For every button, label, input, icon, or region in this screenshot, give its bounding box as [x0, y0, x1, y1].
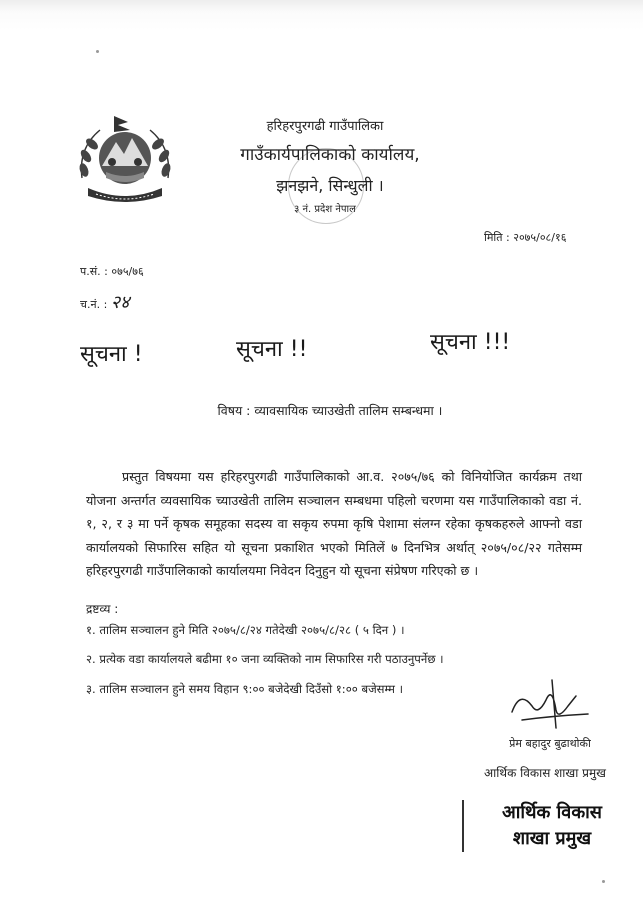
dispatch-number-value: २४ [110, 292, 130, 313]
dispatch-number-label: च.नं. : [80, 298, 108, 311]
nepal-emblem-logo [70, 108, 180, 208]
signatory-title: आर्थिक विकास शाखा प्रमुख [484, 766, 606, 780]
office-name: गाउँकार्यपालिकाको कार्यालय, [240, 145, 420, 165]
handwritten-signature [502, 676, 592, 732]
municipality-name: हरिहरपुरगढी गाउँपालिका [266, 119, 384, 134]
notice-heading-3: सूचना !!! [430, 330, 511, 355]
notice-heading-1: सूचना ! [80, 342, 143, 367]
letter-subject: विषय : व्यावसायिक च्याउखेती तालिम सम्बन्धमा । [217, 403, 443, 418]
designation-seal [462, 800, 632, 852]
dispatch-number [80, 290, 130, 314]
notes-heading: द्रष्टव्य : [86, 602, 119, 616]
scan-speck [96, 50, 99, 53]
note-item: २. प्रत्येक वडा कार्यालयले बढीमा १० जना व्यक्तिको नाम सिफारिस गरी पठाउनुपर्नेछ । [86, 652, 444, 666]
note-item: १. तालिम सञ्चालन हुने मिति २०७५/८/२४ गतेदेखी २०७५/८/२८ ( ५ दिन ) । [86, 623, 405, 637]
seal-line-2: शाखा प्रमुख [512, 828, 592, 849]
scan-speck [602, 880, 605, 883]
notice-heading-2: सूचना !! [236, 337, 308, 362]
seal-line-1: आर्थिक विकास [502, 802, 602, 823]
office-address: झनझने, सिन्धुली । [276, 176, 384, 195]
signatory-name: प्रेम बहादुर बुढाथोकी [509, 737, 591, 750]
letter-number: प.सं. : ०७५/७६ [80, 265, 144, 278]
note-item: ३. तालिम सञ्चालन हुने समय विहान ९:०० बजेदेखी दिउँसो १:०० बजेसम्म । [86, 682, 403, 696]
letter-date: मिति : २०७५/०८/१६ [484, 231, 567, 244]
letter-body: प्रस्तुत विषयमा यस हरिहरपुरगढी गाउँपालिकाको आ.व. २०७५/७६ को विनियोजित कार्यक्रम तथा योजना अन्तर्गत व्यवसायिक च्याउखेती तालिम सञ्चालन सम्बधमा पहिलो चरणमा यस गाउँपालिकाको वडा नं. १, २, र ३ मा पर्ने कृषक समूहका सदस्य वा सकृय रुपमा कृषि पेशामा संलग्न रहेका कृषकहरुले आफ्नो वडा कार्यालयको सिफारिस सहित यो सूचना प्रकाशित भएको मितिलें ७ दिनभित्र अर्थात् २०७५/०८/२२ गतेसम्म हरिहरपुरगढी गाउँपालिकाको कार्यालयमा निवेदन दिनुहुन यो सूचना संप्रेषण गरिएको छ । [86, 469, 582, 579]
province-name: ३ नं. प्रदेश नेपाल [294, 204, 356, 215]
